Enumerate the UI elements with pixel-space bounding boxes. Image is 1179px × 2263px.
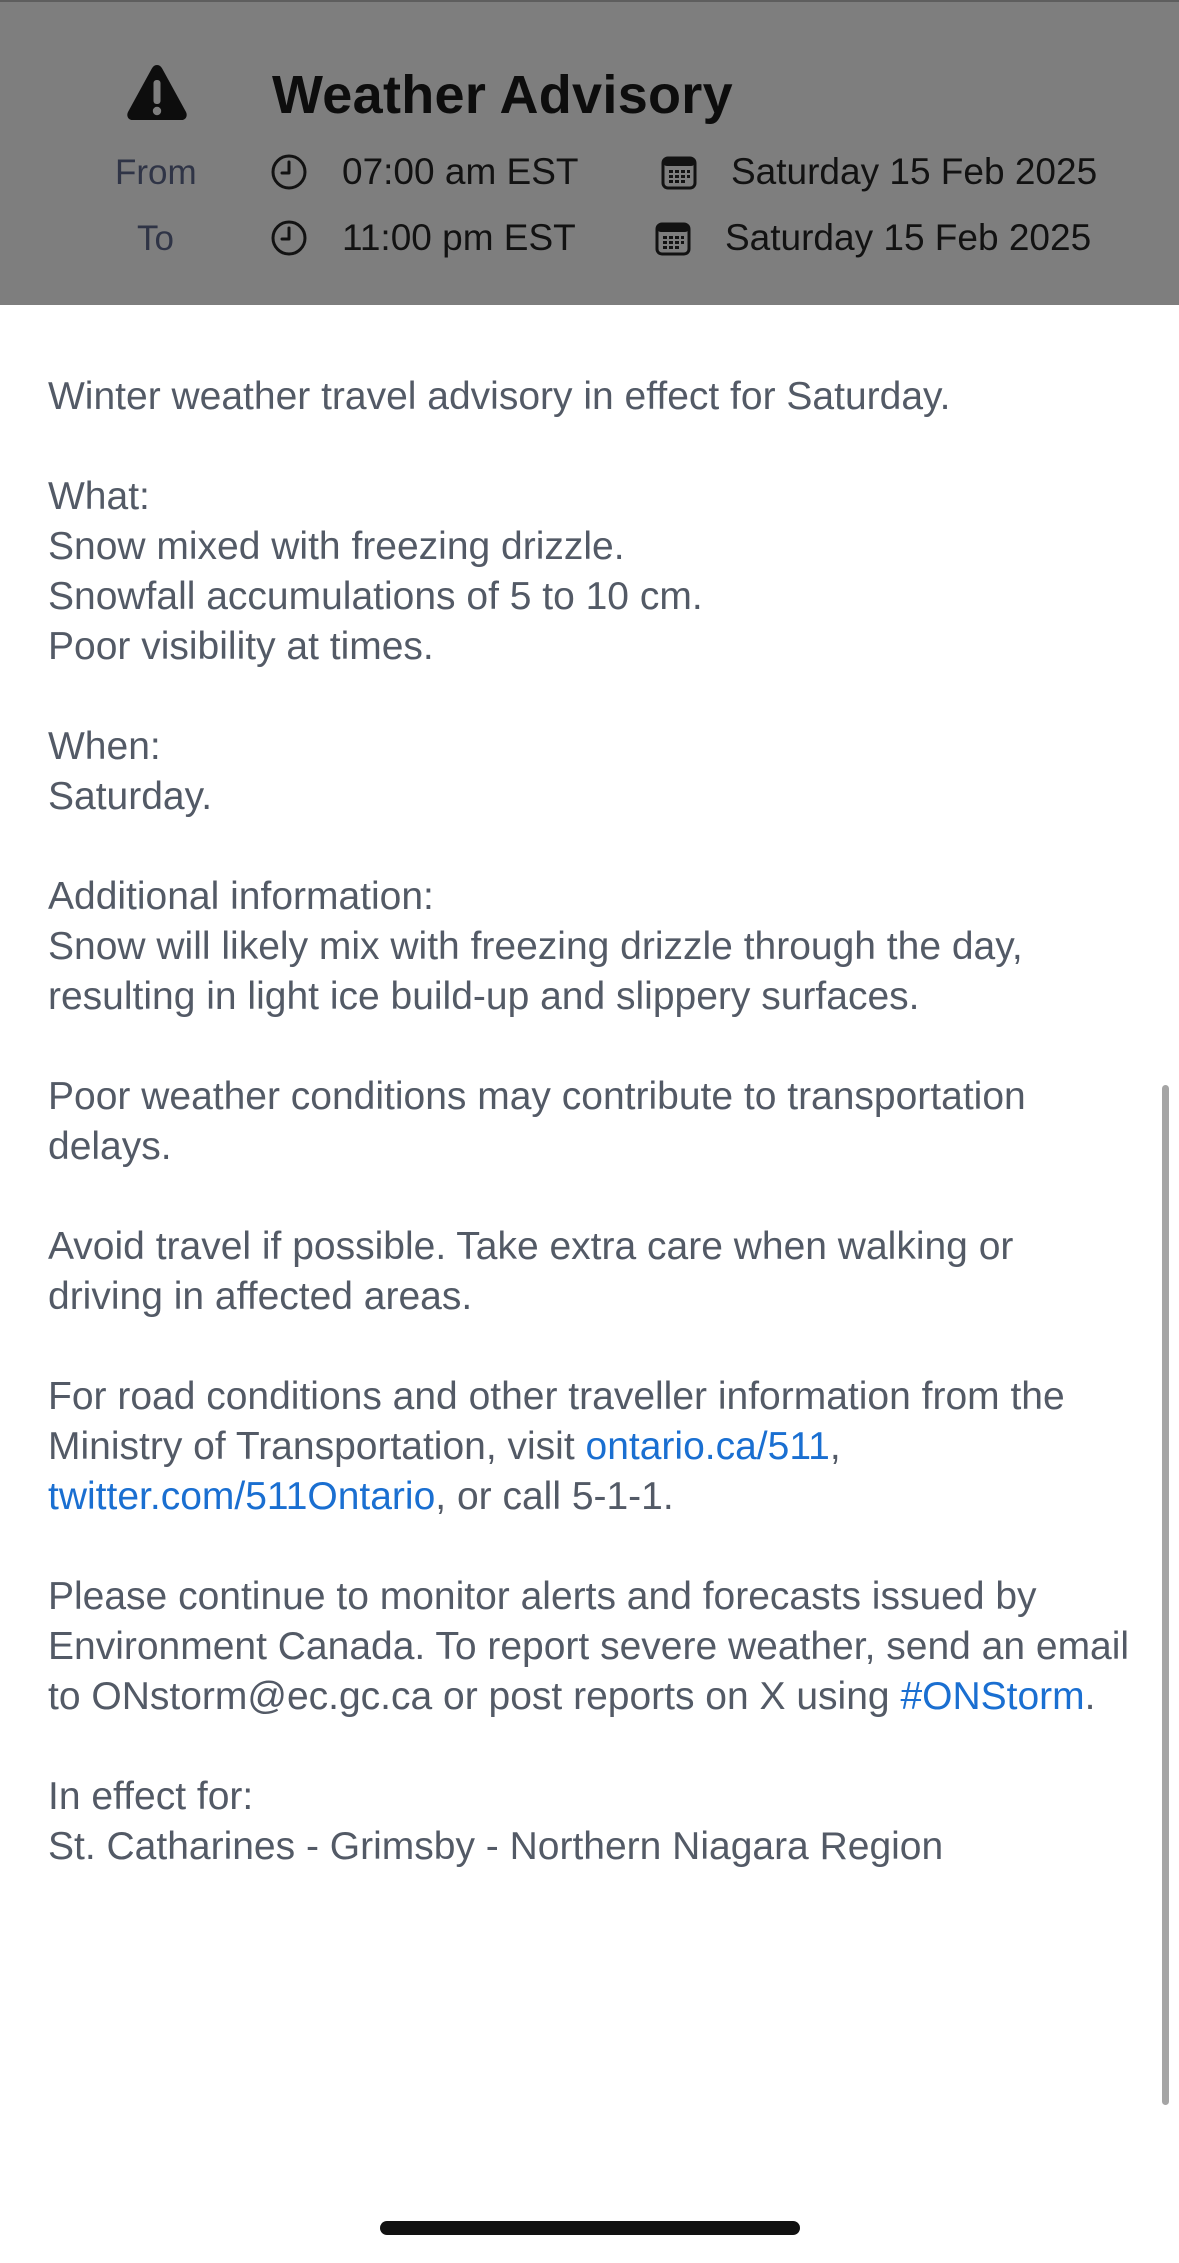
monitor-text — [48, 1572, 1138, 1722]
intro-text: Winter weather travel advisory in effect for Saturday. — [48, 375, 951, 418]
monitor-text-before: Please continue to monitor alerts and forecasts issued by Environment Canada. To report severe weather, send an email to ONstorm@ec.gc.ca or post reports on X using — [48, 1575, 1130, 1718]
additional-heading: Additional information: — [48, 875, 434, 918]
monitor-text-after: . — [1084, 1675, 1096, 1718]
additional-section — [48, 872, 1138, 1022]
to-time: 11:00 pm EST — [342, 217, 576, 258]
advisory-title: Weather Advisory — [272, 65, 733, 125]
effect-section — [48, 1772, 1138, 1872]
when-value: Saturday. — [48, 775, 213, 818]
when-heading: When: — [48, 725, 161, 768]
road-text-after: , or call 5-1-1. — [435, 1475, 674, 1518]
from-date: Saturday 15 Feb 2025 — [731, 151, 1098, 192]
effect-region: St. Catharines - Grimsby - Northern Niagara Region — [48, 1825, 944, 1868]
calendar-icon — [654, 219, 692, 257]
scrollbar[interactable] — [1162, 1085, 1169, 2105]
from-label: From — [115, 153, 197, 192]
delays-text: Poor weather conditions may contribute to transportation delays. — [48, 1075, 1026, 1168]
advisory-body — [48, 372, 1138, 1922]
what-section — [48, 472, 1138, 672]
home-indicator[interactable] — [380, 2221, 800, 2235]
what-heading: What: — [48, 475, 150, 518]
what-line: Snow mixed with freezing drizzle. — [48, 525, 625, 568]
road-text-before: For road conditions and other traveller information from the Ministry of Transportation, visit — [48, 1375, 1065, 1468]
clock-icon — [270, 153, 308, 191]
to-date: Saturday 15 Feb 2025 — [725, 217, 1092, 258]
what-line: Snowfall accumulations of 5 to 10 cm. — [48, 575, 703, 618]
road-info-text — [48, 1372, 1138, 1522]
advisory-header — [0, 0, 1179, 305]
from-time: 07:00 am EST — [342, 151, 579, 192]
when-section — [48, 722, 1138, 822]
twitter-511-link[interactable]: twitter.com/511Ontario — [48, 1475, 436, 1518]
clock-icon — [270, 219, 308, 257]
ontario-511-link[interactable]: ontario.ca/511 — [585, 1425, 830, 1468]
what-line: Poor visibility at times. — [48, 625, 434, 668]
warning-triangle-icon — [126, 62, 188, 124]
to-label: To — [137, 219, 174, 258]
travel-text: Avoid travel if possible. Take extra care when walking or driving in affected areas. — [48, 1225, 1014, 1318]
effect-heading: In effect for: — [48, 1775, 254, 1818]
onstorm-hashtag-link[interactable]: #ONStorm — [900, 1675, 1085, 1718]
road-separator: , — [829, 1425, 841, 1468]
calendar-icon — [660, 153, 698, 191]
additional-text: Snow will likely mix with freezing drizzle through the day, resulting in light ice build-up and slippery surfaces. — [48, 925, 1023, 1018]
